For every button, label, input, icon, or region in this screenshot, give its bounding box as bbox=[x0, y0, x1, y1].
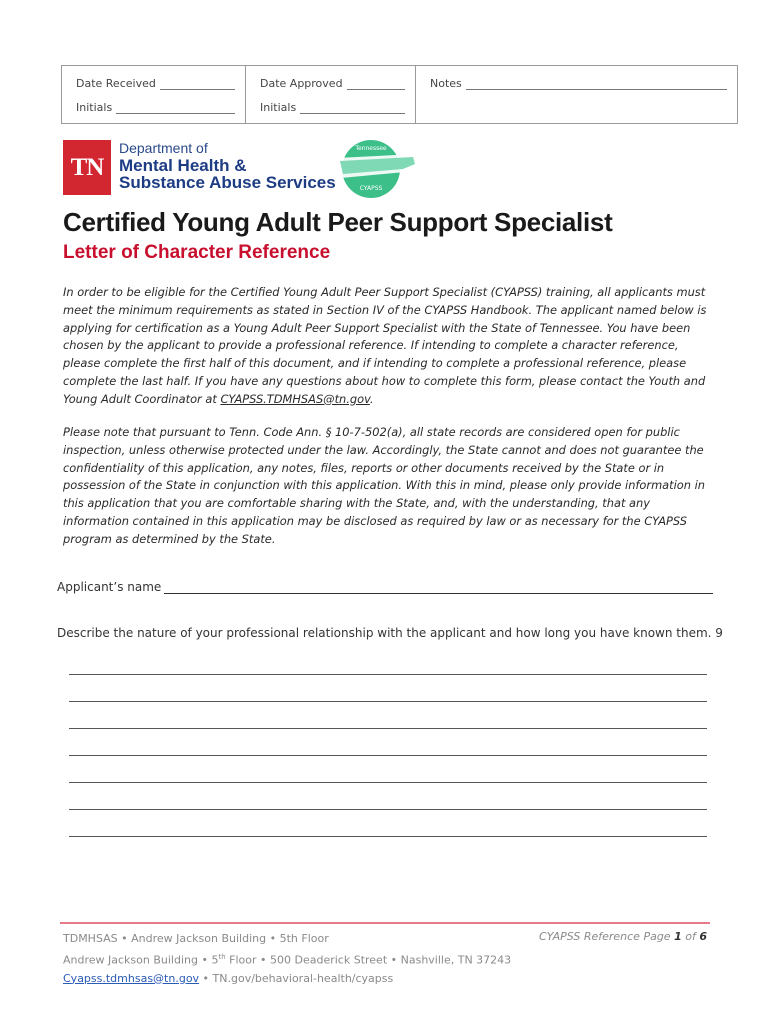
cyapss-logo-top-text: Tennessee bbox=[355, 145, 387, 152]
page-number: CYAPSS Reference Page 1 of 6 bbox=[539, 930, 707, 943]
department-name bbox=[119, 140, 336, 191]
applicant-name-label: Applicant’s name bbox=[57, 580, 162, 594]
cyapss-logo-bottom-text: CYAPSS bbox=[359, 185, 383, 192]
footer-divider bbox=[60, 922, 710, 924]
department-line3: Substance Abuse Services bbox=[119, 173, 336, 192]
tdmhsas-logo bbox=[63, 140, 336, 195]
applicant-name-row bbox=[57, 580, 713, 594]
date-received-field[interactable] bbox=[160, 79, 235, 90]
answer-line[interactable] bbox=[69, 675, 707, 702]
intro-paragraph: In order to be eligible for the Certified Young Adult Peer Support Specialist (CYAPSS) training, all applicants must meet the minimum requirements as stated in Section IV of the CYAPSS Handbook. The applicant named below is applying for certification as a Young Adult Peer Support Specialist with the State of Tennessee. You have been chosen by the applicant to provide a professional reference. If intending to complete a character reference, please complete the first half of this document, and if intending to complete a professional reference, please complete the last half. If you have any questions about how to complete this form, please contact the Youth and Young Adult Coordinator at CYAPSS.TDMHSAS@tn.gov. bbox=[63, 285, 707, 406]
footer-address bbox=[63, 930, 511, 988]
footer-line3 bbox=[63, 970, 511, 988]
office-use-cell-received bbox=[62, 66, 246, 123]
answer-line[interactable] bbox=[69, 729, 707, 756]
notes-field[interactable] bbox=[466, 79, 727, 90]
initials-received-field[interactable] bbox=[116, 103, 235, 114]
footer-line2: Andrew Jackson Building • 5th Floor • 500 Deaderick Street • Nashville, TN 37243 bbox=[63, 953, 512, 967]
answer-line[interactable] bbox=[69, 702, 707, 729]
date-approved-label: Date Approved bbox=[260, 77, 343, 90]
tn-logo-mark: TN bbox=[63, 140, 111, 195]
initials-label: Initials bbox=[76, 101, 113, 114]
office-use-cell-approved bbox=[246, 66, 416, 123]
page-subtitle: Letter of Character Reference bbox=[63, 242, 331, 263]
applicant-name-field[interactable] bbox=[164, 581, 713, 594]
cyapss-logo bbox=[335, 138, 420, 200]
footer-email-link[interactable]: Cyapss.tdmhsas@tn.gov bbox=[63, 971, 200, 985]
footer-website: • TN.gov/behavioral-health/cyapss bbox=[199, 971, 394, 985]
office-use-cell-notes bbox=[416, 66, 737, 123]
footer-line1: TDMHSAS • Andrew Jackson Building • 5th Floor bbox=[63, 932, 329, 945]
relationship-question: Describe the nature of your professional relationship with the applicant and how long you have known them. 9 bbox=[57, 626, 723, 640]
contact-email-link[interactable]: CYAPSS.TDMHSAS@tn.gov bbox=[220, 391, 370, 406]
date-received-label: Date Received bbox=[76, 77, 156, 90]
intro-text: In order to be eligible for the Certified Young Adult Peer Support Specialist (CYAPSS) training, all applicants must meet the minimum requirements as stated in Section IV of the CYAPSS Handbook. The applicant named below is applying for certification as a Young Adult Peer Support Specialist with the State of Tennessee. You have been chosen by the applicant to provide a professional reference. If intending to complete a character reference, please complete the first half of this document, and if intending to complete a professional reference, please complete the last half. If you have any questions about how to complete this form, please contact the Youth and Young Adult Coordinator at bbox=[63, 285, 707, 406]
disclosure-paragraph: Please note that pursuant to Tenn. Code Ann. § 10-7-502(a), all state records are considered open for public inspection, unless otherwise protected under the law. Accordingly, the State cannot and does not guarantee the confidentiality of this application, any notes, files, reports or other documents received by the State or in possession of the State in conjunction with this application. With this in mind, please only provide information in this application that you are comfortable sharing with the State, and, with the understanding, that any information contained in this application may be disclosed as required by law or as necessary for the CYAPSS program as determined by the State. bbox=[63, 425, 705, 546]
answer-line[interactable] bbox=[69, 810, 707, 837]
department-line2: Mental Health & bbox=[119, 156, 247, 175]
initials-label: Initials bbox=[260, 101, 297, 114]
answer-line[interactable] bbox=[69, 783, 707, 810]
office-use-box bbox=[61, 65, 738, 124]
relationship-answer-area[interactable] bbox=[69, 674, 707, 837]
department-line1: Department of bbox=[119, 140, 208, 156]
answer-line[interactable] bbox=[69, 756, 707, 783]
date-approved-field[interactable] bbox=[347, 79, 405, 90]
page-title: Certified Young Adult Peer Support Specialist bbox=[63, 207, 613, 237]
initials-approved-field[interactable] bbox=[300, 103, 405, 114]
notes-label: Notes bbox=[430, 77, 462, 90]
